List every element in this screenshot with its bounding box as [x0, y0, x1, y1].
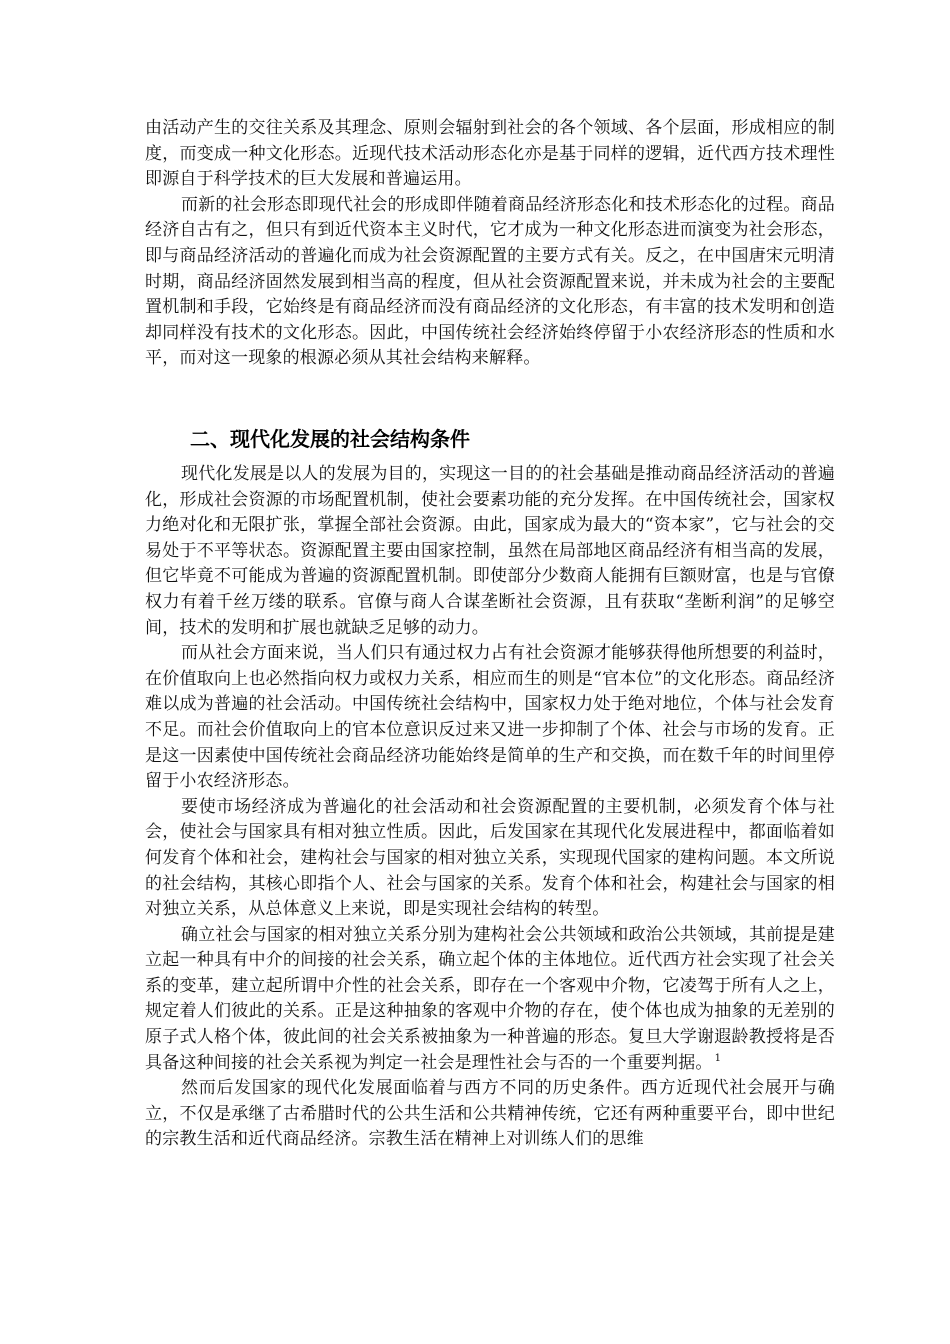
paragraph-social-form: 而新的社会形态即现代社会的形成即伴随着商品经济形态化和技术形态化的过程。商品经济自古有之，但只有到近代资本主义时代，它才成为一种文化形态进而演变为社会形态，即与商品经济活动的普遍化而成为社会资源配置的主要方式有关。反之，在中国唐宋元明清时期，商品经济固然发展到相当高的程度，但从社会资源配置来说，并未成为社会的主要配置机制和手段，它始终是有商品经济而没有商品经济的文化形态，有丰富的技术发明和创造却同样没有技术的文化形态。因此，中国传统社会经济始终停留于小农经济形态的性质和水平，而对这一现象的根源必须从其社会结构来解释。 — [145, 194, 835, 369]
paragraph-continuation: 由活动产生的交往关系及其理念、原则会辐射到社会的各个领域、各个层面，形成相应的制度，而变成一种文化形态。近现代技术活动形态化亦是基于同样的逻辑，近代西方技术理性即源自于科学技术的巨大发展和普遍运用。 — [145, 118, 835, 190]
body-text-block — [145, 462, 835, 1153]
section-heading: 二、现代化发展的社会结构条件 — [190, 427, 470, 451]
top-text-block — [145, 116, 835, 372]
paragraph-relative-independence — [145, 923, 835, 1077]
paragraph-market-economy: 要使市场经济成为普遍化的社会活动和社会资源配置的主要机制，必须发育个体与社会，使社会与国家具有相对独立性质。因此，后发国家在其现代化发展进程中，都面临着如何发育个体和社会，建构社会与国家的相对独立关系，实现现代国家的建构问题。本文所说的社会结构，其核心即指个人、社会与国家的关系。发育个体和社会，构建社会与国家的相对独立关系，从总体意义上来说，即是实现社会结构的转型。 — [145, 796, 835, 920]
paragraph-historical-conditions: 然而后发国家的现代化发展面临着与西方不同的历史条件。西方近现代社会展开与确立，不仅是承继了古希腊时代的公共生活和公共精神传统，它还有两种重要平台，即中世纪的宗教生活和近代商品经济。宗教生活在精神上对训练人们的思维 — [145, 1078, 835, 1150]
footnote-marker[interactable]: 1 — [714, 1053, 722, 1064]
paragraph-relative-independence-text: 确立社会与国家的相对独立关系分别为建构社会公共领域和政治公共领域，其前提是建立起一种具有中介的间接的社会关系，确立起个体的主体地位。近代西方社会实现了社会关系的变革，建立起所谓中介性的社会关系，即存在一个客观中介物，它凌驾于所有人之上，规定着人们彼此的关系。正是这种抽象的客观中介物的存在，使个体也成为抽象的无差别的原子式人格个体，彼此间的社会关系被抽象为一种普遍的形态。复旦大学谢遐龄教授将是否具备这种间接的社会关系视为判定一社会是理性社会与否的一个重要判据。 — [145, 924, 835, 1073]
paragraph-modernization-purpose: 现代化发展是以人的发展为目的，实现这一目的的社会基础是推动商品经济活动的普遍化，形成社会资源的市场配置机制，使社会要素功能的充分发挥。在中国传统社会，国家权力绝对化和无限扩张，掌握全部社会资源。由此，国家成为最大的“资本家”，它与社会的交易处于不平等状态。资源配置主要由国家控制，虽然在局部地区商品经济有相当高的发展，但它毕竟不可能成为普遍的资源配置机制。即使部分少数商人能拥有巨额财富，也是与官僚权力有着千丝万缕的联系。官僚与商人合谋垄断社会资源，且有获取“垄断利润”的足够空间，技术的发明和扩展也就缺乏足够的动力。 — [145, 464, 835, 638]
paragraph-social-aspect: 而从社会方面来说，当人们只有通过权力占有社会资源才能够获得他所想要的利益时，在价值取向上也必然指向权力或权力关系，相应而生的则是“官本位”的文化形态。商品经济难以成为普遍的社会活动。中国传统社会结构中，国家权力处于绝对地位，个体与社会发育不足。而社会价值取向上的官本位意识反过来又进一步抑制了个体、社会与市场的发育。正是这一因素使中国传统社会商品经济功能始终是简单的生产和交换，而在数千年的时间里停留于小农经济形态。 — [145, 643, 835, 792]
